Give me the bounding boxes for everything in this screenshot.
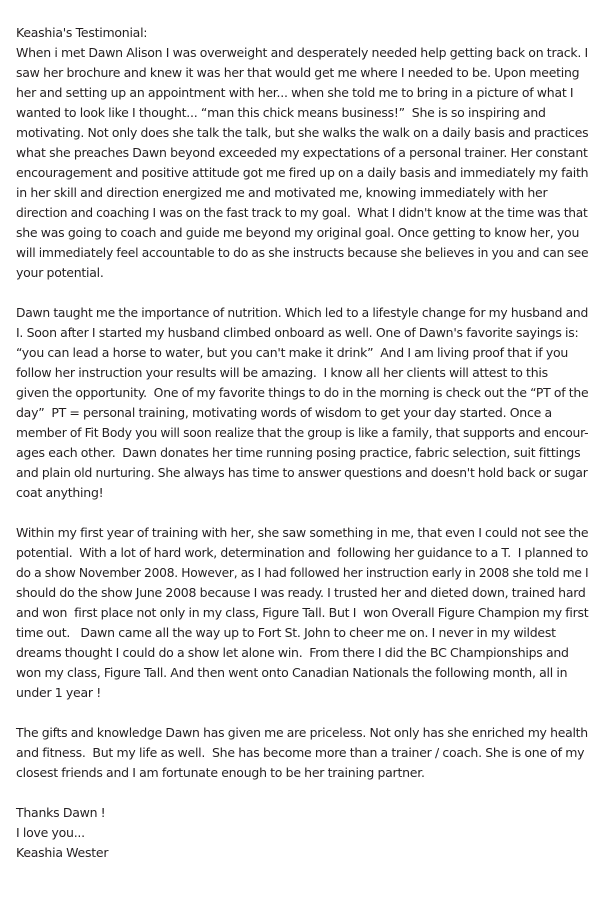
- paragraph-3: [16, 523, 588, 703]
- text-line: she was going to coach and guide me beyond my original goal. Once getting to know her, you: [16, 225, 580, 240]
- text-line: Thanks Dawn !: [16, 805, 106, 820]
- text-line: When i met Dawn Alison I was overweight and desperately needed help getting back on track. I: [16, 45, 588, 60]
- text-line: potential. With a lot of hard work, determination and following her guidance to a T. I planned to: [16, 545, 589, 560]
- text-line: wanted to look like I thought... “man this chick means business!” She is so inspiring and: [16, 105, 546, 120]
- text-line: saw her brochure and knew it was her that would get me where I needed to be. Upon meeting: [16, 65, 580, 80]
- text-line: day” PT = personal training, motivating words of wisdom to get your day started. Once a: [16, 405, 552, 420]
- text-line: and plain old nurturing. She always has time to answer questions and doesn't hold back or sugar: [16, 465, 588, 480]
- text-line: encouragement and positive attitude got me fired up on a daily basis and immediately my faith: [16, 165, 589, 180]
- text-line: won my class, Figure Tall. And then went onto Canadian Nationals the following month, all in: [16, 665, 568, 680]
- text-line: your potential.: [16, 265, 104, 280]
- paragraph-5: [16, 803, 588, 863]
- text-line: under 1 year !: [16, 685, 101, 700]
- text-line: “you can lead a horse to water, but you can't make it drink” And I am living proof that if you: [16, 345, 569, 360]
- text-line: time out. Dawn came all the way up to Fort St. John to cheer me on. I never in my wildest: [16, 625, 556, 640]
- text-line: will immediately feel accountable to do as she instructs because she believes in you and can see: [16, 245, 589, 260]
- testimonial-heading: Keashia's Testimonial:: [16, 25, 148, 40]
- paragraph-1: [16, 43, 588, 283]
- text-line: and fitness. But my life as well. She has become more than a trainer / coach. She is one of my: [16, 745, 585, 760]
- text-line: Keashia Wester: [16, 845, 109, 860]
- text-line: member of Fit Body you will soon realize that the group is like a family, that supports and encour-: [16, 425, 589, 440]
- text-line: coat anything!: [16, 485, 104, 500]
- text-line: in her skill and direction energized me and motivated me, knowing immediately with her: [16, 185, 548, 200]
- text-line: should do the show June 2008 because I was ready. I trusted her and dieted down, trained hard: [16, 585, 586, 600]
- text-line: her and setting up an appointment with her... when she told me to bring in a picture of what I: [16, 85, 574, 100]
- text-line: do a show November 2008. However, as I had followed her instruction early in 2008 she told me I: [16, 565, 589, 580]
- text-line: Within my first year of training with her, she saw something in me, that even I could not see the: [16, 525, 589, 540]
- text-line: motivating. Not only does she talk the talk, but she walks the walk on a daily basis and practices: [16, 125, 589, 140]
- paragraph-4: [16, 723, 588, 783]
- text-line: and won first place not only in my class, Figure Tall. But I won Overall Figure Champion my first: [16, 605, 589, 620]
- text-line: dreams thought I could do a show let alone win. From there I did the BC Championships and: [16, 645, 569, 660]
- text-line: ages each other. Dawn donates her time running posing practice, fabric selection, suit fittings: [16, 445, 581, 460]
- text-line: The gifts and knowledge Dawn has given me are priceless. Not only has she enriched my health: [16, 725, 588, 740]
- testimonial-body: [16, 43, 588, 863]
- paragraph-2: [16, 303, 588, 503]
- text-line: direction and coaching I was on the fast track to my goal. What I didn't know at the time was that: [16, 205, 588, 220]
- text-line: I love you...: [16, 825, 85, 840]
- text-line: Dawn taught me the importance of nutrition. Which led to a lifestyle change for my husband and: [16, 305, 589, 320]
- text-line: closest friends and I am fortunate enough to be her training partner.: [16, 765, 425, 780]
- testimonial-document: [16, 23, 588, 883]
- text-line: given the opportunity. One of my favorite things to do in the morning is check out the “PT of the: [16, 385, 589, 400]
- text-line: what she preaches Dawn beyond exceeded my expectations of a personal trainer. Her constant: [16, 145, 588, 160]
- text-line: I. Soon after I started my husband climbed onboard as well. One of Dawn's favorite sayings is:: [16, 325, 579, 340]
- text-line: follow her instruction your results will be amazing. I know all her clients will attest to this: [16, 365, 548, 380]
